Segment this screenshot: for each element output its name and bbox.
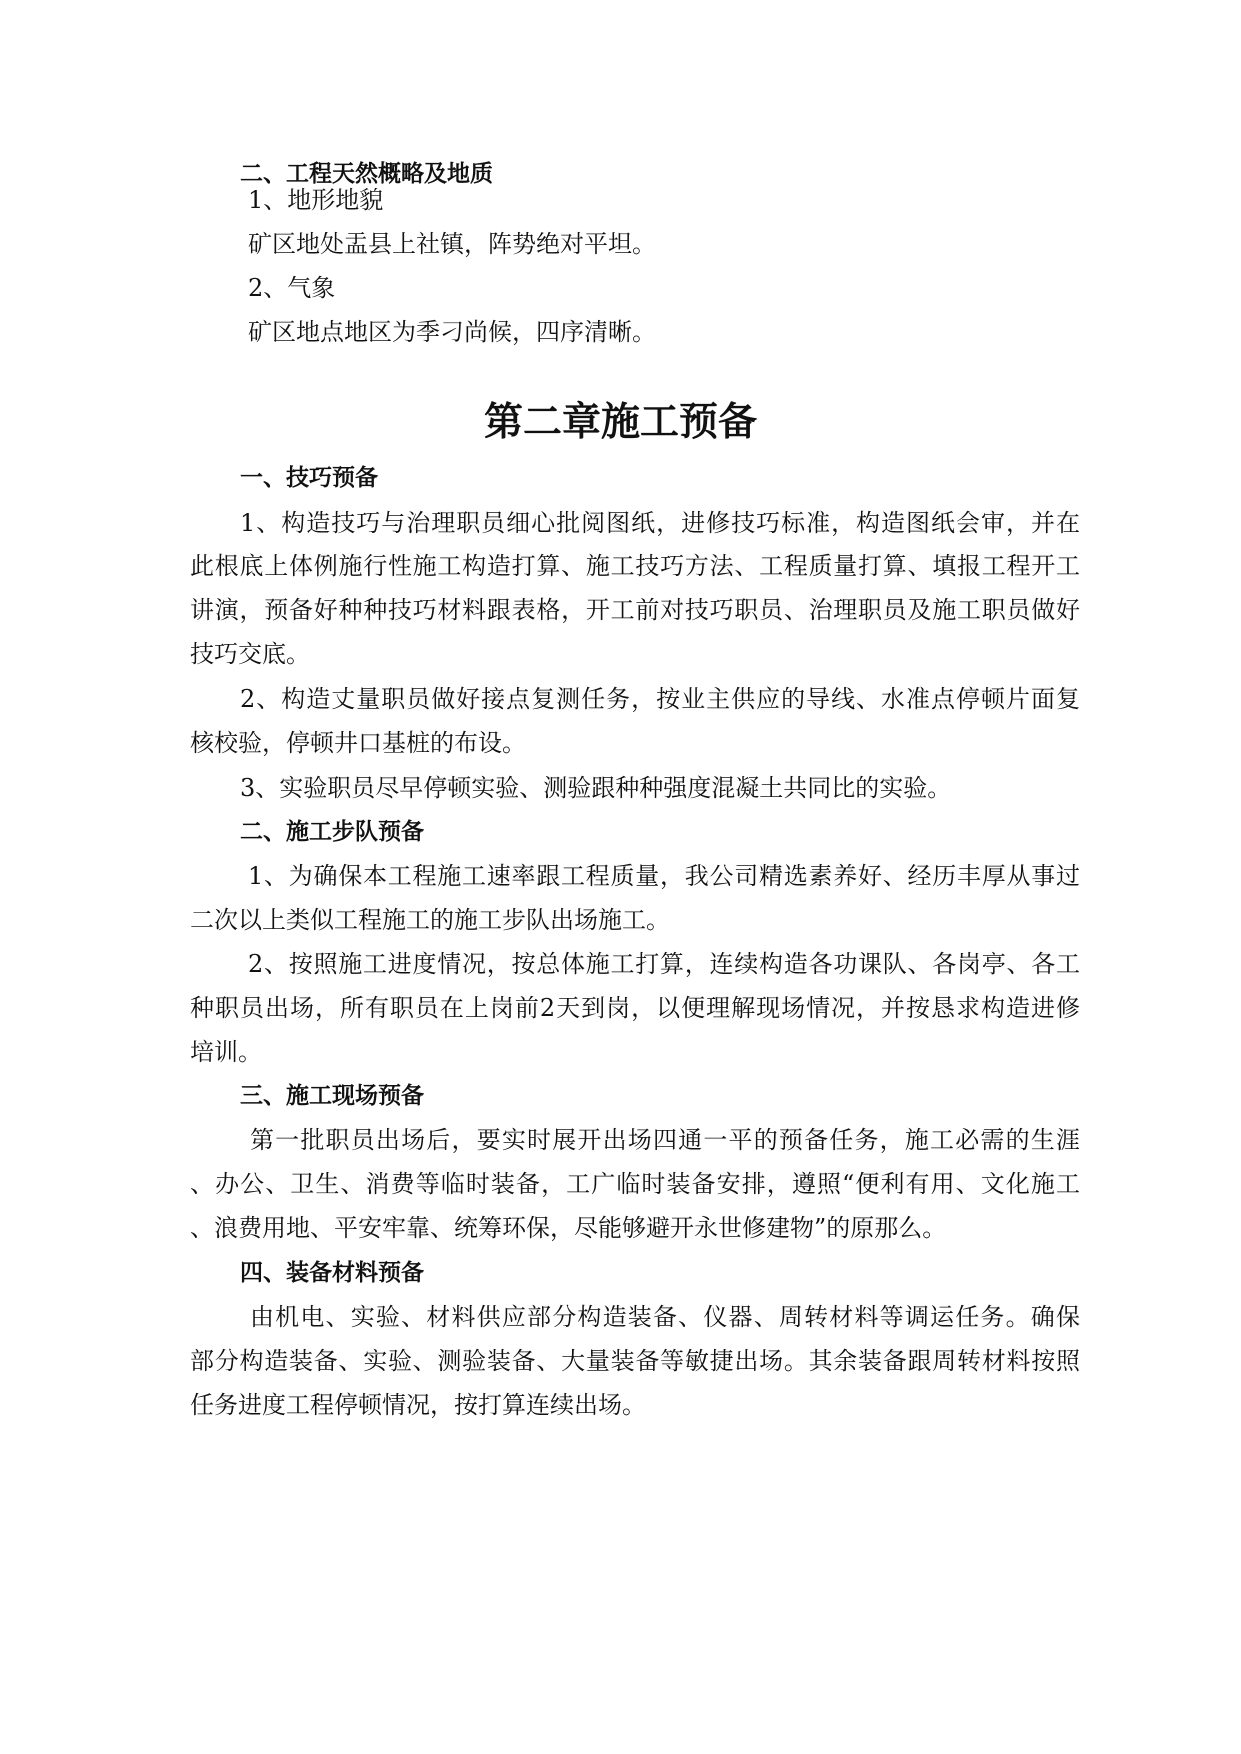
subheading-terrain: 1、地形地貌 — [248, 186, 384, 214]
paragraph-line: 部分构造装备、实验、测验装备、大量装备等敏捷出场。其余装备跟周转材料按照 — [190, 1347, 1080, 1375]
subheading-climate: 2、气象 — [248, 274, 336, 302]
section-heading-team: 二、施工步队预备 — [240, 818, 424, 845]
paragraph-climate: 矿区地点地区为季刁尚候，四序清晰。 — [248, 318, 656, 346]
paragraph-line: 由机电、实验、材料供应部分构造装备、仪器、周转材料等调运任务。确保 — [250, 1303, 1080, 1331]
paragraph-line: 、浪费用地、平安牢靠、统筹环保，尽能够避开永世修建物”的原那么。 — [190, 1214, 947, 1242]
paragraph-line: 2、按照施工进度情况，按总体施工打算，连续构造各功课队、各岗亭、各工 — [248, 950, 1080, 978]
section-heading-site: 三、施工现场预备 — [240, 1082, 424, 1109]
paragraph-line: 种职员出场，所有职员在上岗前2天到岗，以便理解现场情况，并按恳求构造进修 — [190, 994, 1080, 1022]
paragraph-line: 1、构造技巧与治理职员细心批阅图纸，进修技巧标准，构造图纸会审，并在 — [240, 509, 1080, 537]
paragraph-line: 核校验，停顿井口基桩的布设。 — [190, 729, 526, 757]
paragraph-line: 讲演，预备好种种技巧材料跟表格，开工前对技巧职员、治理职员及施工职员做好 — [190, 596, 1080, 624]
paragraph-line: 2、构造丈量职员做好接点复测任务，按业主供应的导线、水准点停顿片面复 — [240, 685, 1080, 713]
section-heading-overview: 二、工程天然概略及地质 — [240, 160, 493, 187]
paragraph-line: 1、为确保本工程施工速率跟工程质量，我公司精选素养好、经历丰厚从事过 — [248, 862, 1080, 890]
chapter-title: 第二章施工预备 — [483, 399, 757, 445]
paragraph-line: 二次以上类似工程施工的施工步队出场施工。 — [190, 906, 670, 934]
paragraph-line: 培训。 — [190, 1038, 262, 1066]
paragraph-line: 3、实验职员尽早停顿实验、测验跟种种强度混凝土共同比的实验。 — [240, 774, 952, 802]
paragraph-line: 第一批职员出场后，要实时展开出场四通一平的预备任务，施工必需的生涯 — [250, 1126, 1080, 1154]
section-heading-technical: 一、技巧预备 — [240, 464, 378, 491]
section-heading-equipment: 四、装备材料预备 — [240, 1259, 424, 1286]
paragraph-line: 、办公、卫生、消费等临时装备，工广临时装备安排，遵照“便利有用、文化施工 — [190, 1170, 1080, 1198]
paragraph-line: 技巧交底。 — [190, 640, 310, 668]
paragraph-line: 任务进度工程停顿情况，按打算连续出场。 — [190, 1391, 646, 1419]
paragraph-line: 此根底上体例施行性施工构造打算、施工技巧方法、工程质量打算、填报工程开工 — [190, 552, 1080, 580]
paragraph-terrain: 矿区地处盂县上社镇，阵势绝对平坦。 — [248, 230, 656, 258]
